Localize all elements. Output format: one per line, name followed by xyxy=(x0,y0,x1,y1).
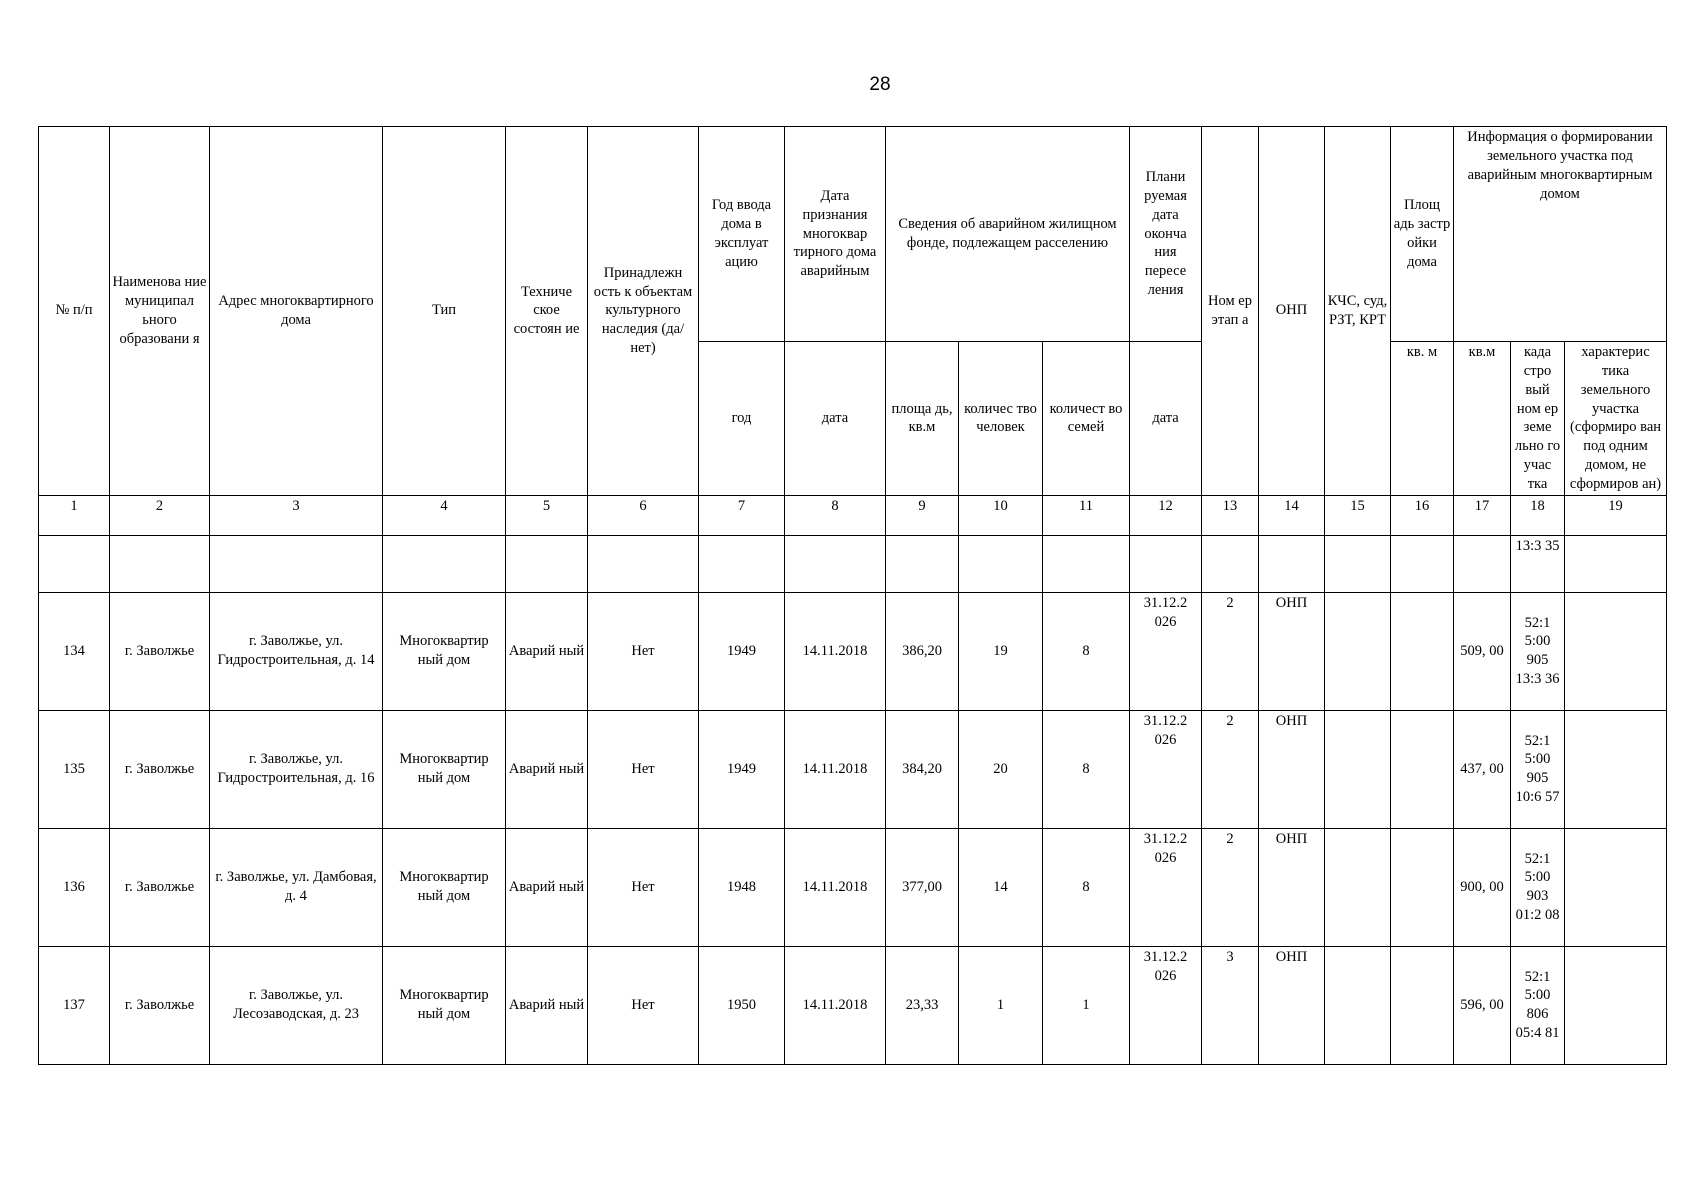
column-number-cell: 14 xyxy=(1259,495,1325,535)
type-cell: Многоквартир ный дом xyxy=(383,946,506,1064)
kchs-cell xyxy=(1325,710,1391,828)
row-number-cell: 136 xyxy=(39,828,110,946)
col-header-municipality: Наименова ние муниципал ьного образовани я xyxy=(110,127,210,496)
column-number-row xyxy=(39,495,1667,535)
sub-header-planned-date: дата xyxy=(1130,342,1202,496)
sub-header-build-area: кв. м xyxy=(1391,342,1454,496)
families-cell: 8 xyxy=(1043,828,1130,946)
municipality-cell: г. Заволжье xyxy=(110,946,210,1064)
column-number-cell: 12 xyxy=(1130,495,1202,535)
address-cell: г. Заволжье, ул. Лесозаводская, д. 23 xyxy=(210,946,383,1064)
kchs-cell xyxy=(1325,592,1391,710)
onp-cell: ОНП xyxy=(1259,592,1325,710)
planned-date-cell: 31.12.2 026 xyxy=(1130,710,1202,828)
table-cell xyxy=(588,535,699,592)
type-cell: Многоквартир ный дом xyxy=(383,710,506,828)
planned-date-cell: 31.12.2 026 xyxy=(1130,828,1202,946)
year-cell: 1950 xyxy=(699,946,785,1064)
table-cell xyxy=(210,535,383,592)
column-number-cell: 5 xyxy=(506,495,588,535)
col-header-characteristic: характерис тика земельного участка (сформиро ван под одним домом, не сформиров ан) xyxy=(1565,342,1667,496)
col-header-heritage: Принадлежн ость к объектам культурного наследия (да/нет) xyxy=(588,127,699,496)
page-number: 28 xyxy=(869,74,891,95)
stage-cell: 2 xyxy=(1202,828,1259,946)
cadastral-cell: 52:1 5:00 806 05:4 81 xyxy=(1511,946,1565,1064)
area-cell: 377,00 xyxy=(886,828,959,946)
recognition-date-cell: 14.11.2018 xyxy=(785,710,886,828)
year-cell: 1949 xyxy=(699,592,785,710)
table-cell xyxy=(886,535,959,592)
column-number-cell: 3 xyxy=(210,495,383,535)
planned-date-cell: 31.12.2 026 xyxy=(1130,592,1202,710)
people-cell: 19 xyxy=(959,592,1043,710)
column-number-cell: 4 xyxy=(383,495,506,535)
col-header-address: Адрес многоквартирного дома xyxy=(210,127,383,496)
sub-header-people: количес тво человек xyxy=(959,342,1043,496)
people-cell: 14 xyxy=(959,828,1043,946)
heritage-cell: Нет xyxy=(588,592,699,710)
col-header-condition: Техниче ское состоян ие xyxy=(506,127,588,496)
heritage-cell: Нет xyxy=(588,710,699,828)
col-group-land-plot: Информация о формировании земельного участка под аварийным многоквартирным домом xyxy=(1454,127,1667,342)
condition-cell: Аварий ный xyxy=(506,592,588,710)
onp-cell: ОНП xyxy=(1259,828,1325,946)
municipality-cell: г. Заволжье xyxy=(110,710,210,828)
column-number-cell: 2 xyxy=(110,495,210,535)
column-number-cell: 18 xyxy=(1511,495,1565,535)
address-cell: г. Заволжье, ул. Дамбовая, д. 4 xyxy=(210,828,383,946)
cadastral-cell: 13:3 35 xyxy=(1511,535,1565,592)
table-cell xyxy=(699,535,785,592)
col-header-number: № п/п xyxy=(39,127,110,496)
sub-header-date: дата xyxy=(785,342,886,496)
table-cell xyxy=(1202,535,1259,592)
characteristic-cell xyxy=(1565,710,1667,828)
table-header xyxy=(39,127,1667,496)
year-cell: 1949 xyxy=(699,710,785,828)
kchs-cell xyxy=(1325,946,1391,1064)
col-header-cadastral: када стро вый ном ер земе льно го учас тка xyxy=(1511,342,1565,496)
column-number-cell: 6 xyxy=(588,495,699,535)
kchs-cell xyxy=(1325,828,1391,946)
table-cell xyxy=(1259,535,1325,592)
col-header-year: Год ввода дома в эксплуат ацию xyxy=(699,127,785,342)
municipality-cell: г. Заволжье xyxy=(110,592,210,710)
table-cell xyxy=(1043,535,1130,592)
column-number-cell: 11 xyxy=(1043,495,1130,535)
land-area-cell: 437, 00 xyxy=(1454,710,1511,828)
row-number-cell: 134 xyxy=(39,592,110,710)
col-header-recognition-date: Дата признания многоквар тирного дома аварийным xyxy=(785,127,886,342)
column-number-cell: 15 xyxy=(1325,495,1391,535)
onp-cell: ОНП xyxy=(1259,710,1325,828)
sub-header-families: количест во семей xyxy=(1043,342,1130,496)
onp-cell: ОНП xyxy=(1259,946,1325,1064)
table-cell xyxy=(506,535,588,592)
table-row xyxy=(39,710,1667,828)
table-cell xyxy=(1454,535,1511,592)
table-cell xyxy=(785,535,886,592)
column-number-cell: 8 xyxy=(785,495,886,535)
land-area-cell: 509, 00 xyxy=(1454,592,1511,710)
continuation-row xyxy=(39,535,1667,592)
municipality-cell: г. Заволжье xyxy=(110,828,210,946)
families-cell: 8 xyxy=(1043,710,1130,828)
table-row xyxy=(39,592,1667,710)
emergency-housing-table xyxy=(38,126,1667,1065)
characteristic-cell xyxy=(1565,592,1667,710)
characteristic-cell xyxy=(1565,946,1667,1064)
table-cell xyxy=(110,535,210,592)
build-area-cell xyxy=(1391,592,1454,710)
recognition-date-cell: 14.11.2018 xyxy=(785,592,886,710)
people-cell: 20 xyxy=(959,710,1043,828)
table-body xyxy=(39,495,1667,1064)
column-number-cell: 19 xyxy=(1565,495,1667,535)
condition-cell: Аварий ный xyxy=(506,946,588,1064)
heritage-cell: Нет xyxy=(588,828,699,946)
table-cell xyxy=(1325,535,1391,592)
build-area-cell xyxy=(1391,710,1454,828)
build-area-cell xyxy=(1391,828,1454,946)
sub-header-land-area: кв.м xyxy=(1454,342,1511,496)
families-cell: 8 xyxy=(1043,592,1130,710)
sub-header-year: год xyxy=(699,342,785,496)
table-cell xyxy=(1391,535,1454,592)
col-header-planned-date: Плани руемая дата оконча ния пересе ления xyxy=(1130,127,1202,342)
people-cell: 1 xyxy=(959,946,1043,1064)
col-header-onp: ОНП xyxy=(1259,127,1325,496)
col-header-build-area: Площ адь застр ойки дома xyxy=(1391,127,1454,342)
table-cell xyxy=(1130,535,1202,592)
column-number-cell: 9 xyxy=(886,495,959,535)
column-number-cell: 10 xyxy=(959,495,1043,535)
col-header-stage: Ном ер этап а xyxy=(1202,127,1259,496)
header-row-1 xyxy=(39,127,1667,342)
address-cell: г. Заволжье, ул. Гидростроительная, д. 16 xyxy=(210,710,383,828)
type-cell: Многоквартир ный дом xyxy=(383,828,506,946)
col-header-kchs: КЧС, суд, РЗТ, КРТ xyxy=(1325,127,1391,496)
column-number-cell: 13 xyxy=(1202,495,1259,535)
table-cell xyxy=(39,535,110,592)
column-number-cell: 17 xyxy=(1454,495,1511,535)
stage-cell: 2 xyxy=(1202,710,1259,828)
col-header-type: Тип xyxy=(383,127,506,496)
type-cell: Многоквартир ный дом xyxy=(383,592,506,710)
address-cell: г. Заволжье, ул. Гидростроительная, д. 14 xyxy=(210,592,383,710)
row-number-cell: 137 xyxy=(39,946,110,1064)
col-group-emergency-fund: Сведения об аварийном жилищном фонде, подлежащем расселению xyxy=(886,127,1130,342)
sub-header-area: площа дь, кв.м xyxy=(886,342,959,496)
table-row xyxy=(39,828,1667,946)
area-cell: 386,20 xyxy=(886,592,959,710)
recognition-date-cell: 14.11.2018 xyxy=(785,946,886,1064)
table-cell xyxy=(383,535,506,592)
condition-cell: Аварий ный xyxy=(506,710,588,828)
year-cell: 1948 xyxy=(699,828,785,946)
stage-cell: 2 xyxy=(1202,592,1259,710)
cadastral-cell: 52:1 5:00 905 10:6 57 xyxy=(1511,710,1565,828)
families-cell: 1 xyxy=(1043,946,1130,1064)
row-number-cell: 135 xyxy=(39,710,110,828)
land-area-cell: 596, 00 xyxy=(1454,946,1511,1064)
area-cell: 23,33 xyxy=(886,946,959,1064)
condition-cell: Аварий ный xyxy=(506,828,588,946)
column-number-cell: 7 xyxy=(699,495,785,535)
planned-date-cell: 31.12.2 026 xyxy=(1130,946,1202,1064)
table-row xyxy=(39,946,1667,1064)
characteristic-cell xyxy=(1565,828,1667,946)
area-cell: 384,20 xyxy=(886,710,959,828)
cadastral-cell: 52:1 5:00 903 01:2 08 xyxy=(1511,828,1565,946)
recognition-date-cell: 14.11.2018 xyxy=(785,828,886,946)
build-area-cell xyxy=(1391,946,1454,1064)
column-number-cell: 16 xyxy=(1391,495,1454,535)
cadastral-cell: 52:1 5:00 905 13:3 36 xyxy=(1511,592,1565,710)
heritage-cell: Нет xyxy=(588,946,699,1064)
table-cell xyxy=(959,535,1043,592)
stage-cell: 3 xyxy=(1202,946,1259,1064)
land-area-cell: 900, 00 xyxy=(1454,828,1511,946)
table-cell xyxy=(1565,535,1667,592)
column-number-cell: 1 xyxy=(39,495,110,535)
